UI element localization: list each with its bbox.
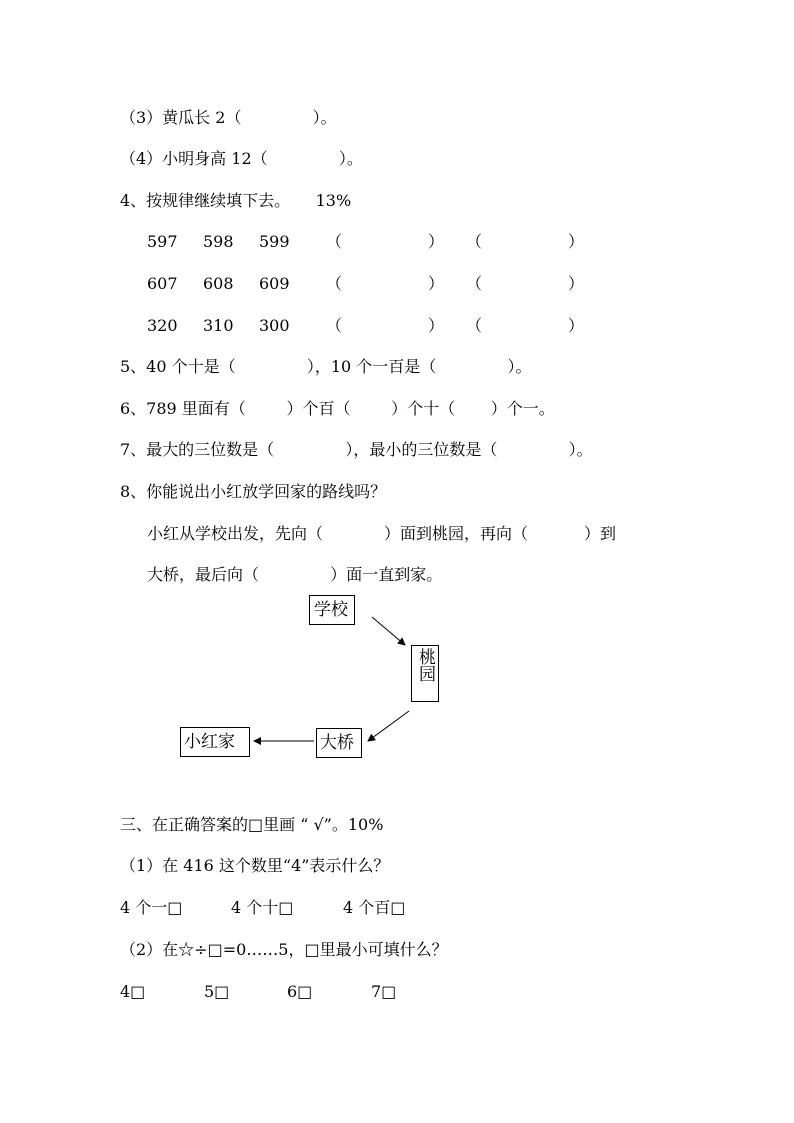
sequence-number: 608 (203, 274, 234, 293)
sequence-number: 599 (259, 232, 290, 251)
answer-option[interactable]: 4 个百□ (343, 898, 406, 917)
question-5: 5、40 个十是（ ），10 个一百是（ ）。 (120, 357, 532, 376)
answer-blank-open: （ (326, 274, 343, 293)
question-8-line-2: 大桥，最后向（ ）面一直到家。 (147, 565, 443, 584)
answer-blank-open: （ (466, 232, 483, 251)
school-box: 学校 (309, 595, 355, 625)
section-3-question-2: （2）在☆÷□=0……5，□里最小可填什么？ (120, 940, 448, 959)
question-3-item-3: （3）黄瓜长 2（ ）。 (120, 108, 337, 127)
answer-blank-close: ） (568, 274, 585, 293)
answer-blank-close: ） (568, 232, 585, 251)
question-4-heading: 4、按规律继续填下去。 13% (120, 191, 352, 210)
answer-option[interactable]: 7□ (371, 982, 397, 1001)
bridge-box: 大桥 (316, 728, 362, 758)
sequence-number: 310 (203, 316, 234, 335)
answer-option[interactable]: 4 个一□ (120, 898, 183, 917)
sequence-number: 597 (147, 232, 178, 251)
question-8-line-1: 小红从学校出发，先向（ ）面到桃园，再向（ ）到 (147, 524, 616, 543)
arrow-peach-garden-to-bridge (368, 711, 409, 741)
question-7: 7、最大的三位数是（ ），最小的三位数是（ ）。 (120, 440, 593, 459)
answer-blank-open: （ (466, 274, 483, 293)
answer-blank-close: ） (428, 274, 445, 293)
answer-blank-close: ） (428, 316, 445, 335)
answer-option[interactable]: 4□ (120, 982, 146, 1001)
peach-garden-box: 桃园 (411, 645, 439, 702)
arrow-school-to-peach-garden (372, 617, 405, 645)
sequence-number: 320 (147, 316, 178, 335)
question-3-item-4: （4）小明身高 12（ ）。 (120, 149, 363, 168)
answer-blank-open: （ (326, 316, 343, 335)
sequence-number: 598 (203, 232, 234, 251)
section-3-question-1: （1）在 416 这个数里“4”表示什么？ (120, 856, 390, 875)
sequence-number: 300 (259, 316, 290, 335)
answer-option[interactable]: 5□ (204, 982, 230, 1001)
section-3-heading: 三、在正确答案的□里画 “ √”。10% (120, 815, 384, 834)
answer-option[interactable]: 6□ (287, 982, 313, 1001)
answer-option[interactable]: 4 个十□ (231, 898, 294, 917)
question-8-heading: 8、你能说出小红放学回家的路线吗？ (120, 482, 387, 501)
sequence-number: 607 (147, 274, 178, 293)
question-6: 6、789 里面有（ ）个百（ ）个十（ ）个一。 (120, 399, 555, 418)
answer-blank-open: （ (466, 316, 483, 335)
answer-blank-open: （ (326, 232, 343, 251)
answer-blank-close: ） (568, 316, 585, 335)
sequence-number: 609 (259, 274, 290, 293)
home-box: 小红家 (180, 727, 250, 757)
answer-blank-close: ） (428, 232, 445, 251)
